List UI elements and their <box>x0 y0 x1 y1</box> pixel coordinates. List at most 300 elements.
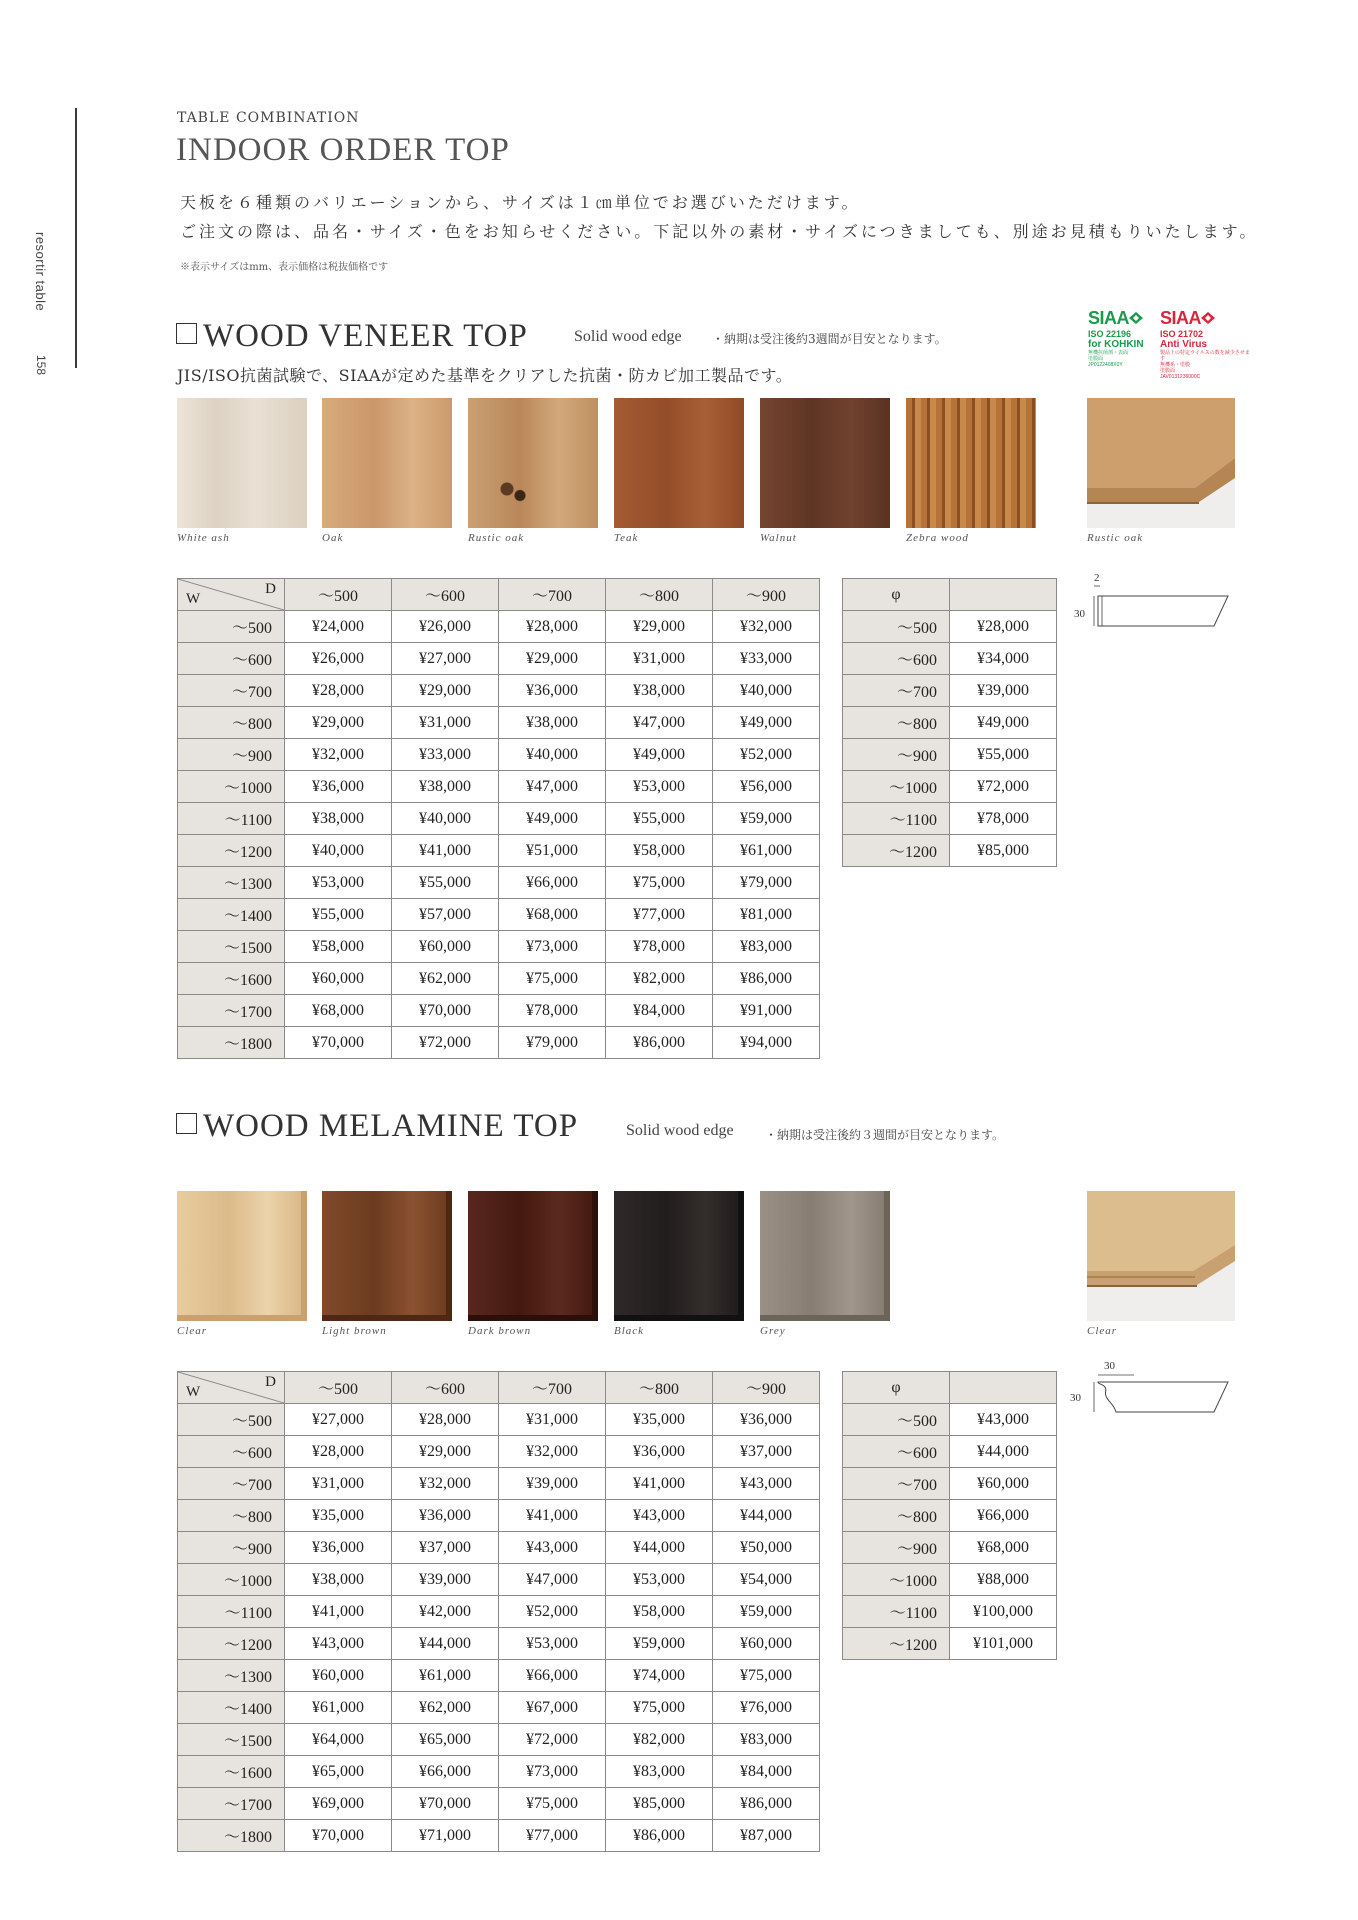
row-header-width: ～1600 <box>178 963 285 995</box>
price-cell: ¥78,000 <box>950 803 1057 835</box>
price-cell: ¥38,000 <box>499 707 606 739</box>
swatch-label: Zebra wood <box>906 532 969 544</box>
price-cell: ¥59,000 <box>713 803 820 835</box>
row-header-width: ～600 <box>178 643 285 675</box>
veneer-table-body <box>178 611 820 1059</box>
price-cell: ¥101,000 <box>950 1628 1057 1660</box>
price-cell: ¥55,000 <box>606 803 713 835</box>
melamine-subtitle: Solid wood edge <box>626 1122 734 1139</box>
melamine-round-body <box>843 1404 1057 1660</box>
price-cell: ¥57,000 <box>392 899 499 931</box>
price-cell: ¥68,000 <box>499 899 606 931</box>
siaa-small-print: 製品上の特定ウイルスの数を減少させます 無機系・塗膜 塗膜面 JAV0131236000C <box>1160 350 1250 380</box>
side-catalog-label: resortir table <box>33 232 48 312</box>
price-cell: ¥77,000 <box>606 899 713 931</box>
column-header: ～900 <box>713 579 820 611</box>
row-header-width: ～1400 <box>178 899 285 931</box>
price-cell: ¥69,000 <box>285 1788 392 1820</box>
row-header-width: ～1100 <box>178 803 285 835</box>
price-cell: ¥75,000 <box>606 1692 713 1724</box>
price-cell: ¥59,000 <box>606 1628 713 1660</box>
swatch-label: Clear <box>177 1325 208 1337</box>
row-header-width: ～1700 <box>178 995 285 1027</box>
price-cell: ¥66,000 <box>499 1660 606 1692</box>
row-header-width: ～1600 <box>178 1756 285 1788</box>
price-cell: ¥94,000 <box>713 1027 820 1059</box>
table-row <box>178 1468 820 1500</box>
row-header-width: ～1800 <box>178 1027 285 1059</box>
price-cell: ¥82,000 <box>606 1724 713 1756</box>
price-cell: ¥47,000 <box>499 1564 606 1596</box>
edge-sample-clear <box>1087 1191 1235 1321</box>
round-header: φ <box>843 579 950 611</box>
price-cell: ¥86,000 <box>713 1788 820 1820</box>
intro-text <box>180 188 1258 246</box>
veneer-round-body <box>843 611 1057 867</box>
price-cell: ¥53,000 <box>606 771 713 803</box>
corner-header <box>178 1372 285 1404</box>
price-cell: ¥58,000 <box>606 835 713 867</box>
price-cell: ¥36,000 <box>713 1404 820 1436</box>
price-cell: ¥65,000 <box>392 1724 499 1756</box>
siaa-mark-icon <box>1129 312 1143 326</box>
price-cell: ¥83,000 <box>713 931 820 963</box>
column-header: ～900 <box>713 1372 820 1404</box>
price-cell: ¥75,000 <box>499 1788 606 1820</box>
row-header-width: ～1100 <box>178 1596 285 1628</box>
table-row <box>843 803 1057 835</box>
price-cell: ¥24,000 <box>285 611 392 643</box>
table-row <box>178 1756 820 1788</box>
table-row <box>178 1788 820 1820</box>
veneer-round-table <box>842 578 1057 867</box>
veneer-title-text: WOOD VENEER TOP <box>203 318 528 354</box>
price-cell: ¥75,000 <box>499 963 606 995</box>
melamine-round-table <box>842 1371 1057 1660</box>
melamine-title-text: WOOD MELAMINE TOP <box>203 1108 579 1144</box>
price-cell: ¥56,000 <box>713 771 820 803</box>
price-cell: ¥79,000 <box>499 1027 606 1059</box>
swatch-label: Grey <box>760 1325 786 1337</box>
siaa-small-print: 無機抗菌剤・表面 塗膜面 JP0122408X0Y <box>1088 350 1129 368</box>
table-row <box>178 1532 820 1564</box>
siaa-logo: SIAA <box>1088 308 1130 328</box>
table-row <box>843 675 1057 707</box>
size-price-note: ※表示サイズはmm、表示価格は税抜価格です <box>180 262 389 273</box>
price-cell: ¥74,000 <box>606 1660 713 1692</box>
table-row <box>178 1500 820 1532</box>
column-header: ～500 <box>285 579 392 611</box>
price-cell: ¥70,000 <box>392 1788 499 1820</box>
price-cell: ¥37,000 <box>713 1436 820 1468</box>
melamine-price-table <box>177 1371 820 1852</box>
price-cell: ¥49,000 <box>499 803 606 835</box>
siaa-name: for KOHKIN <box>1088 339 1144 350</box>
price-cell: ¥60,000 <box>392 931 499 963</box>
price-cell: ¥65,000 <box>285 1756 392 1788</box>
price-cell: ¥36,000 <box>606 1436 713 1468</box>
price-cell: ¥35,000 <box>285 1500 392 1532</box>
swatch-label: Black <box>614 1325 645 1337</box>
price-cell: ¥39,000 <box>392 1564 499 1596</box>
price-cell: ¥61,000 <box>285 1692 392 1724</box>
price-cell: ¥53,000 <box>499 1628 606 1660</box>
swatch-clear <box>177 1191 307 1321</box>
column-header: ～700 <box>499 579 606 611</box>
table-row <box>843 1404 1057 1436</box>
price-cell: ¥31,000 <box>499 1404 606 1436</box>
table-row <box>178 1724 820 1756</box>
price-cell: ¥52,000 <box>713 739 820 771</box>
price-cell: ¥87,000 <box>713 1820 820 1852</box>
price-cell: ¥70,000 <box>285 1027 392 1059</box>
price-cell: ¥70,000 <box>392 995 499 1027</box>
price-cell: ¥72,000 <box>950 771 1057 803</box>
row-header-diameter: ～700 <box>843 675 950 707</box>
edge-dim-top: 2 <box>1094 572 1100 584</box>
price-cell: ¥86,000 <box>713 963 820 995</box>
row-header-width: ～1400 <box>178 1692 285 1724</box>
table-row <box>843 1436 1057 1468</box>
price-cell: ¥53,000 <box>606 1564 713 1596</box>
price-cell: ¥64,000 <box>285 1724 392 1756</box>
price-cell: ¥41,000 <box>499 1500 606 1532</box>
price-cell: ¥41,000 <box>606 1468 713 1500</box>
siaa-kohkin-badge <box>1088 308 1156 368</box>
price-cell: ¥88,000 <box>950 1564 1057 1596</box>
corner-d: D <box>265 581 276 597</box>
table-row <box>843 611 1057 643</box>
table-row <box>178 611 820 643</box>
swatch-label: Teak <box>614 532 639 544</box>
table-row <box>843 1564 1057 1596</box>
column-header: ～700 <box>499 1372 606 1404</box>
swatch-label: Rustic oak <box>468 532 525 544</box>
table-row <box>178 899 820 931</box>
price-cell: ¥84,000 <box>713 1756 820 1788</box>
price-cell: ¥66,000 <box>499 867 606 899</box>
table-row <box>843 1628 1057 1660</box>
price-cell: ¥43,000 <box>285 1628 392 1660</box>
corner-d: D <box>265 1374 276 1390</box>
row-header-width: ～1800 <box>178 1820 285 1852</box>
checkbox-square-icon <box>176 1113 197 1134</box>
table-row <box>178 1660 820 1692</box>
price-cell: ¥39,000 <box>499 1468 606 1500</box>
price-cell: ¥62,000 <box>392 963 499 995</box>
price-cell: ¥42,000 <box>392 1596 499 1628</box>
price-cell: ¥35,000 <box>606 1404 713 1436</box>
edge-sample-label: Rustic oak <box>1087 532 1144 544</box>
price-cell: ¥27,000 <box>285 1404 392 1436</box>
price-cell: ¥75,000 <box>606 867 713 899</box>
table-row <box>178 739 820 771</box>
row-header-diameter: ～700 <box>843 1468 950 1500</box>
row-header-width: ～500 <box>178 611 285 643</box>
row-header-width: ～700 <box>178 1468 285 1500</box>
melamine-table-body <box>178 1404 820 1852</box>
table-row <box>178 707 820 739</box>
corner-w: W <box>186 1384 201 1400</box>
table-row <box>843 1532 1057 1564</box>
price-cell: ¥73,000 <box>499 931 606 963</box>
price-cell: ¥38,000 <box>285 803 392 835</box>
edge-sample-image <box>1087 1191 1235 1321</box>
table-row <box>178 867 820 899</box>
table-row <box>178 1820 820 1852</box>
column-header: ～800 <box>606 1372 713 1404</box>
price-cell: ¥33,000 <box>392 739 499 771</box>
price-cell: ¥28,000 <box>499 611 606 643</box>
price-cell: ¥66,000 <box>392 1756 499 1788</box>
price-cell: ¥47,000 <box>606 707 713 739</box>
row-header-diameter: ～800 <box>843 707 950 739</box>
price-cell: ¥31,000 <box>606 643 713 675</box>
price-cell: ¥38,000 <box>606 675 713 707</box>
price-cell: ¥83,000 <box>606 1756 713 1788</box>
price-cell: ¥27,000 <box>392 643 499 675</box>
price-cell: ¥76,000 <box>713 1692 820 1724</box>
table-row <box>843 1500 1057 1532</box>
edge-sample-label: Clear <box>1087 1325 1118 1337</box>
price-cell: ¥44,000 <box>950 1436 1057 1468</box>
price-cell: ¥81,000 <box>713 899 820 931</box>
price-cell: ¥77,000 <box>499 1820 606 1852</box>
siaa-code: ISO 21702 <box>1160 329 1204 339</box>
row-header-diameter: ～600 <box>843 643 950 675</box>
price-cell: ¥43,000 <box>606 1500 713 1532</box>
row-header-width: ～900 <box>178 739 285 771</box>
swatch-label: Oak <box>322 532 344 544</box>
row-header-diameter: ～800 <box>843 1500 950 1532</box>
price-cell: ¥29,000 <box>606 611 713 643</box>
price-cell: ¥36,000 <box>499 675 606 707</box>
price-cell: ¥78,000 <box>499 995 606 1027</box>
price-cell: ¥49,000 <box>713 707 820 739</box>
edge-sample-image <box>1087 398 1235 528</box>
price-cell: ¥68,000 <box>950 1532 1057 1564</box>
row-header-width: ～1700 <box>178 1788 285 1820</box>
price-cell: ¥29,000 <box>499 643 606 675</box>
column-header: ～500 <box>285 1372 392 1404</box>
siaa-logo: SIAA <box>1160 308 1202 328</box>
price-cell: ¥82,000 <box>606 963 713 995</box>
price-cell: ¥32,000 <box>713 611 820 643</box>
price-cell: ¥58,000 <box>285 931 392 963</box>
column-header: ～600 <box>392 1372 499 1404</box>
swatch-label: Light brown <box>322 1325 387 1337</box>
row-header-diameter: ～500 <box>843 1404 950 1436</box>
price-cell: ¥31,000 <box>285 1468 392 1500</box>
page-title: INDOOR ORDER TOP <box>176 132 510 168</box>
row-header-diameter: ～1100 <box>843 1596 950 1628</box>
swatch-label: Dark brown <box>468 1325 532 1337</box>
price-cell: ¥60,000 <box>713 1628 820 1660</box>
price-cell: ¥43,000 <box>713 1468 820 1500</box>
table-row <box>178 1564 820 1596</box>
intro-line-1: 天板を６種類のバリエーションから、サイズは１㎝単位でお選びいただけます。 <box>180 193 861 212</box>
table-row <box>178 1628 820 1660</box>
price-cell: ¥29,000 <box>392 675 499 707</box>
row-header-width: ～1500 <box>178 931 285 963</box>
row-header-width: ～800 <box>178 1500 285 1532</box>
table-row <box>178 1436 820 1468</box>
table-row <box>178 771 820 803</box>
round-header-blank <box>950 1372 1057 1404</box>
swatch-dark-brown <box>468 1191 598 1321</box>
price-cell: ¥55,000 <box>285 899 392 931</box>
price-cell: ¥75,000 <box>713 1660 820 1692</box>
price-cell: ¥49,000 <box>950 707 1057 739</box>
price-cell: ¥38,000 <box>392 771 499 803</box>
row-header-width: ～800 <box>178 707 285 739</box>
table-row <box>178 963 820 995</box>
price-cell: ¥58,000 <box>606 1596 713 1628</box>
swatch-label: White ash <box>177 532 230 544</box>
corner-w: W <box>186 591 201 607</box>
row-header-width: ～1200 <box>178 1628 285 1660</box>
price-cell: ¥28,000 <box>285 1436 392 1468</box>
swatch-label: Walnut <box>760 532 797 544</box>
price-cell: ¥78,000 <box>606 931 713 963</box>
corner-header <box>178 579 285 611</box>
price-cell: ¥70,000 <box>285 1820 392 1852</box>
price-cell: ¥36,000 <box>285 1532 392 1564</box>
page-number: 158 <box>34 355 48 376</box>
table-row <box>843 835 1057 867</box>
price-cell: ¥79,000 <box>713 867 820 899</box>
price-cell: ¥41,000 <box>285 1596 392 1628</box>
table-row <box>178 675 820 707</box>
price-cell: ¥62,000 <box>392 1692 499 1724</box>
price-cell: ¥84,000 <box>606 995 713 1027</box>
price-cell: ¥32,000 <box>392 1468 499 1500</box>
table-row <box>178 1404 820 1436</box>
swatch-grey <box>760 1191 890 1321</box>
row-header-diameter: ～1100 <box>843 803 950 835</box>
price-cell: ¥34,000 <box>950 643 1057 675</box>
price-cell: ¥26,000 <box>392 611 499 643</box>
price-cell: ¥43,000 <box>950 1404 1057 1436</box>
price-cell: ¥60,000 <box>950 1468 1057 1500</box>
row-header-width: ～1300 <box>178 867 285 899</box>
price-cell: ¥41,000 <box>392 835 499 867</box>
row-header-width: ～500 <box>178 1404 285 1436</box>
price-cell: ¥85,000 <box>606 1788 713 1820</box>
table-row <box>843 1468 1057 1500</box>
price-cell: ¥47,000 <box>499 771 606 803</box>
price-cell: ¥51,000 <box>499 835 606 867</box>
row-header-width: ～1000 <box>178 1564 285 1596</box>
price-cell: ¥85,000 <box>950 835 1057 867</box>
price-cell: ¥31,000 <box>392 707 499 739</box>
row-header-diameter: ～1200 <box>843 1628 950 1660</box>
edge-profile-diagram <box>1086 1372 1236 1420</box>
row-header-width: ～1000 <box>178 771 285 803</box>
price-cell: ¥39,000 <box>950 675 1057 707</box>
veneer-title <box>176 318 528 355</box>
price-cell: ¥32,000 <box>285 739 392 771</box>
price-cell: ¥53,000 <box>285 867 392 899</box>
siaa-antivirus-badge <box>1160 308 1250 380</box>
price-cell: ¥28,000 <box>285 675 392 707</box>
price-cell: ¥52,000 <box>499 1596 606 1628</box>
price-cell: ¥60,000 <box>285 963 392 995</box>
price-cell: ¥40,000 <box>285 835 392 867</box>
round-header-blank <box>950 579 1057 611</box>
veneer-subtitle: Solid wood edge <box>574 328 682 345</box>
price-cell: ¥55,000 <box>392 867 499 899</box>
price-cell: ¥40,000 <box>392 803 499 835</box>
row-header-diameter: ～900 <box>843 1532 950 1564</box>
price-cell: ¥33,000 <box>713 643 820 675</box>
row-header-width: ～700 <box>178 675 285 707</box>
edge-dim-side: 30 <box>1074 608 1085 620</box>
veneer-edge-profile <box>1068 572 1238 632</box>
price-cell: ¥68,000 <box>285 995 392 1027</box>
melamine-lead-note: ・納期は受注後約３週間が目安となります。 <box>765 1128 1005 1142</box>
table-row <box>178 995 820 1027</box>
price-cell: ¥61,000 <box>713 835 820 867</box>
price-cell: ¥50,000 <box>713 1532 820 1564</box>
table-row <box>843 1596 1057 1628</box>
row-header-diameter: ～1200 <box>843 835 950 867</box>
siaa-code: ISO 22196 <box>1088 329 1132 339</box>
veneer-price-table <box>177 578 820 1059</box>
price-cell: ¥44,000 <box>392 1628 499 1660</box>
row-header-diameter: ～1000 <box>843 1564 950 1596</box>
table-row <box>843 707 1057 739</box>
price-cell: ¥38,000 <box>285 1564 392 1596</box>
column-header: ～800 <box>606 579 713 611</box>
price-cell: ¥72,000 <box>499 1724 606 1756</box>
price-cell: ¥40,000 <box>713 675 820 707</box>
price-cell: ¥26,000 <box>285 643 392 675</box>
table-row <box>178 931 820 963</box>
table-row <box>178 1692 820 1724</box>
veneer-lead-note: ・納期は受注後約3週間が目安となります。 <box>712 332 947 346</box>
price-cell: ¥36,000 <box>392 1500 499 1532</box>
edge-dim-top: 30 <box>1104 1360 1115 1372</box>
price-cell: ¥28,000 <box>392 1404 499 1436</box>
table-row <box>178 643 820 675</box>
swatch-teak <box>614 398 744 528</box>
edge-dim-side: 30 <box>1070 1392 1081 1404</box>
veneer-description: JIS/ISO抗菌試験で、SIAAが定めた基準をクリアした抗菌・防カビ加工製品です。 <box>177 366 793 385</box>
price-cell: ¥61,000 <box>392 1660 499 1692</box>
price-cell: ¥32,000 <box>499 1436 606 1468</box>
table-row <box>178 1027 820 1059</box>
melamine-edge-profile <box>1068 1360 1238 1420</box>
price-cell: ¥36,000 <box>285 771 392 803</box>
swatch-white-ash <box>177 398 307 528</box>
row-header-diameter: ～900 <box>843 739 950 771</box>
row-header-width: ～1300 <box>178 1660 285 1692</box>
checkbox-square-icon <box>176 323 197 344</box>
column-header: ～600 <box>392 579 499 611</box>
table-row <box>843 771 1057 803</box>
row-header-width: ～1500 <box>178 1724 285 1756</box>
price-cell: ¥49,000 <box>606 739 713 771</box>
intro-line-2: ご注文の際は、品名・サイズ・色をお知らせください。下記以外の素材・サイズにつきましても、別途お見積もりいたします。 <box>180 222 1259 241</box>
price-cell: ¥55,000 <box>950 739 1057 771</box>
swatch-rustic-oak <box>468 398 598 528</box>
price-cell: ¥29,000 <box>392 1436 499 1468</box>
edge-sample-rustic-oak <box>1087 398 1235 528</box>
price-cell: ¥83,000 <box>713 1724 820 1756</box>
siaa-mark-icon <box>1201 312 1215 326</box>
row-header-diameter: ～600 <box>843 1436 950 1468</box>
